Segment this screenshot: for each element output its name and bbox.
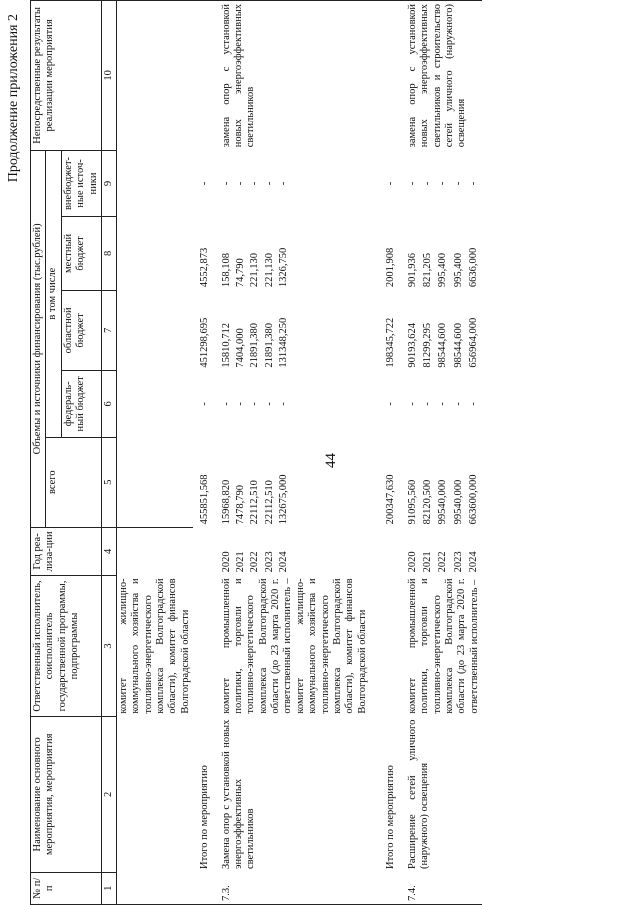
- total-cell: -: [385, 402, 397, 406]
- funding-table: [30, 0, 482, 905]
- value-cell: 221,130: [263, 253, 275, 288]
- table-row: [213, 1, 234, 905]
- value-cell: 22112,510: [263, 480, 275, 525]
- colnum: 6: [101, 371, 116, 437]
- header-year: Год реа-лиза-ции: [31, 527, 102, 575]
- colnum: 10: [101, 1, 116, 151]
- total-row: [193, 1, 212, 905]
- value-cell: -: [422, 181, 434, 186]
- colnum: 8: [101, 217, 116, 290]
- value-cell: 132675,000: [278, 474, 289, 525]
- value-cell: -: [234, 181, 246, 186]
- value-cell: 901,936: [406, 253, 418, 288]
- colnum: 7: [101, 290, 116, 371]
- total-row: [381, 1, 398, 905]
- value-cell: -: [452, 402, 464, 406]
- total-cell: 2001,908: [385, 247, 397, 288]
- value-cell: 74,790: [234, 258, 246, 288]
- header-results: Непосредственные результаты реализации мероприятия: [31, 1, 102, 151]
- value-cell: -: [452, 181, 464, 186]
- result-cell: замена опор с установкой новых энергоэффективных светильников: [213, 1, 382, 151]
- value-cell: 21891,380: [249, 323, 261, 368]
- value-cell: -: [220, 181, 232, 186]
- total-label: Итого по мероприятию: [385, 765, 397, 870]
- value-cell: -: [263, 181, 275, 186]
- colnum: 9: [101, 150, 116, 216]
- header-extra: внебюджет-ные источ-ники: [61, 150, 101, 216]
- value-cell: -: [278, 402, 289, 406]
- result-cell: замена опор с установкой новых энергоэффективных светильников и строительство сетей уличного (наружного) освещения: [399, 1, 482, 151]
- value-cell: 7404,000: [234, 328, 246, 368]
- value-cell: -: [437, 181, 449, 186]
- value-cell: 21891,380: [263, 323, 275, 368]
- value-cell: 91095,560: [406, 479, 418, 525]
- value-cell: 7478,790: [234, 485, 246, 525]
- total-cell: 200347,630: [385, 474, 397, 525]
- colnum: 3: [101, 575, 116, 716]
- header-executor: Ответственный исполнитель, соисполнитель государственной программы, подпрограммы: [31, 575, 102, 716]
- total-cell: 198345,722: [385, 317, 397, 368]
- total-cell: -: [199, 181, 211, 186]
- value-cell: 131348,250: [278, 317, 289, 368]
- value-cell: -: [406, 181, 418, 186]
- value-cell: 663600,000: [467, 474, 479, 525]
- value-cell: 98544,600: [452, 323, 464, 368]
- header-no: № п/п: [31, 872, 102, 904]
- value-cell: 1326,750: [278, 247, 289, 288]
- header-regional: областной бюджет: [61, 290, 101, 371]
- value-cell: -: [249, 181, 261, 186]
- value-cell: 15810,712: [220, 323, 232, 368]
- value-cell: 656964,000: [467, 317, 479, 368]
- year-cell: 2024: [278, 551, 289, 573]
- total-cell: 4552,873: [199, 247, 211, 288]
- value-cell: -: [278, 181, 289, 186]
- header-federal: федераль-ный бюджет: [61, 371, 101, 437]
- value-cell: 98544,600: [437, 323, 449, 368]
- table-header: [31, 1, 117, 905]
- executor-cell: комитет промышленной политики, торговли и топливно-энергетического комплекса Волгоградской области (до 23 марта 2020 г. ответственный исполнитель – комитет жилищно-коммунального хозяйства и топливно-энергетического комплекса Волгоградской области), комитет финансов Волгоградской области: [220, 578, 368, 714]
- column-number-row: [101, 1, 116, 905]
- total-cell: 451298,695: [199, 317, 211, 368]
- value-cell: -: [234, 402, 246, 406]
- year-cell: 2022: [437, 551, 449, 573]
- header-local: местный бюджет: [61, 217, 101, 290]
- value-cell: 99540,000: [437, 479, 449, 525]
- value-cell: 22112,510: [249, 480, 261, 525]
- value-cell: 821,205: [422, 253, 434, 288]
- value-cell: 82120,500: [422, 479, 434, 525]
- value-cell: -: [263, 402, 275, 406]
- item-no: 7.3.: [213, 872, 234, 904]
- value-cell: 90193,624: [406, 323, 418, 368]
- value-cell: -: [220, 402, 232, 406]
- total-cell: 455851,568: [199, 474, 211, 525]
- total-label: Итого по мероприятию: [199, 765, 211, 870]
- value-cell: 6636,000: [467, 247, 479, 288]
- year-cell: 2022: [249, 551, 261, 573]
- year-cell: 2021: [234, 551, 246, 573]
- header-total: всего: [46, 437, 102, 527]
- item-name: Замена опор с установкой новых энергоэффективных светильников: [220, 719, 257, 870]
- table-row: [399, 1, 422, 905]
- value-cell: -: [437, 402, 449, 406]
- value-cell: 81299,295: [422, 323, 434, 368]
- item-no: 7.4.: [399, 872, 422, 904]
- year-cell: 2020: [406, 551, 418, 573]
- year-cell: 2023: [263, 551, 275, 573]
- header-funding: Объемы и источники финансирования (тыс.рублей): [31, 150, 46, 527]
- value-cell: 158,108: [220, 253, 232, 288]
- value-cell: 221,130: [249, 253, 261, 288]
- table-body: [116, 1, 482, 905]
- item-name: Расширение сетей уличного (наружного) освещения: [406, 719, 431, 870]
- colnum: 4: [101, 527, 116, 575]
- continuation-label: Продолжение приложения 2: [6, 14, 21, 183]
- year-cell: 2024: [467, 551, 479, 573]
- year-cell: 2021: [422, 551, 434, 573]
- value-cell: -: [467, 181, 479, 186]
- page-number: 44: [323, 453, 339, 468]
- header-including: в том числе: [46, 150, 61, 437]
- executor-cell: комитет промышленной политики, торговли и топливно-энергетического комплекса Волгоградской области (до 23 марта 2020 г. ответственный исполнитель –: [406, 578, 480, 714]
- total-cell: -: [199, 402, 211, 406]
- value-cell: -: [467, 402, 479, 406]
- value-cell: -: [422, 402, 434, 406]
- value-cell: 99540,000: [452, 479, 464, 525]
- value-cell: -: [249, 402, 261, 406]
- colnum: 1: [101, 872, 116, 904]
- value-cell: 995,400: [437, 253, 449, 288]
- executor-cell: комитет жилищно-коммунального хозяйства и топливно-энергетического комплекса Волгоградской области), комитет финансов Волгоградской области: [117, 578, 191, 714]
- value-cell: -: [406, 402, 418, 406]
- year-cell: 2020: [220, 551, 232, 573]
- year-cell: 2023: [452, 551, 464, 573]
- total-cell: -: [385, 181, 397, 186]
- header-name: Наименование основного мероприятия, мероприятия: [31, 717, 102, 872]
- table-row: [116, 1, 193, 905]
- value-cell: 15968,820: [220, 479, 232, 525]
- value-cell: 995,400: [452, 253, 464, 288]
- colnum: 2: [101, 717, 116, 872]
- colnum: 5: [101, 437, 116, 527]
